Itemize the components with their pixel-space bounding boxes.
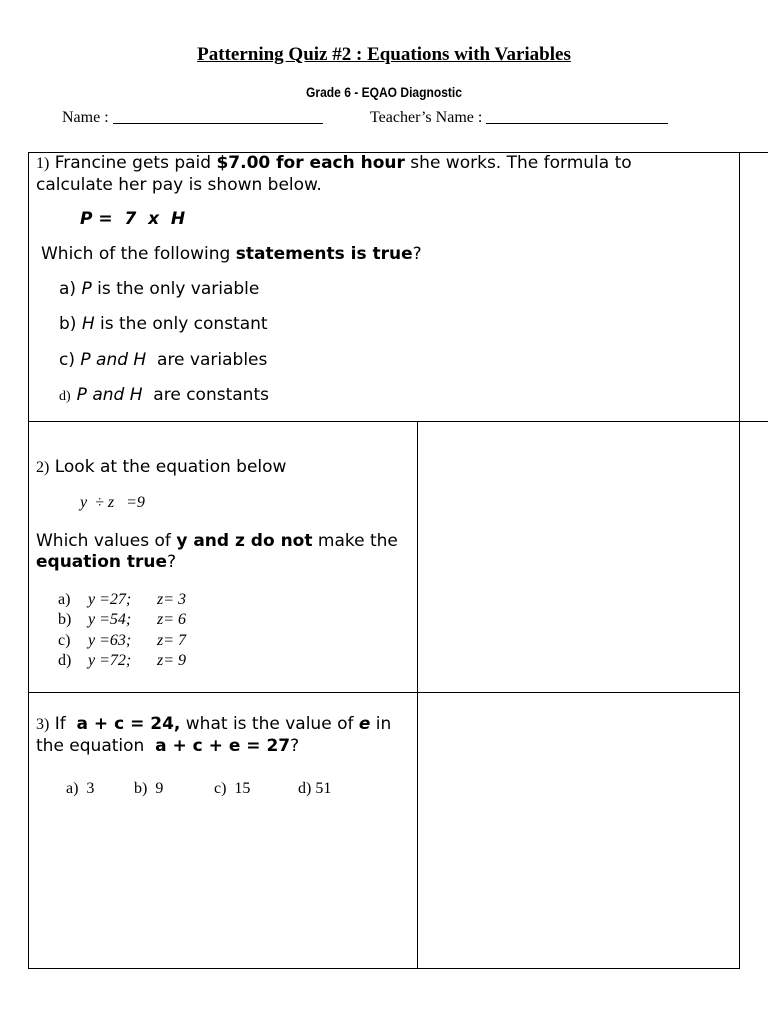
q3-text: If: [49, 714, 77, 734]
q1-prompt-text: Which of the following: [41, 244, 236, 264]
q3-option-b[interactable]: b) 9: [134, 780, 164, 797]
option-z-value: z= 3: [157, 591, 187, 608]
option-z-value: z= 7: [157, 632, 187, 649]
q2-prompt-text: Which values of: [36, 531, 177, 551]
option-variable: P and H: [80, 350, 147, 370]
teacher-name-blank-line[interactable]: [486, 108, 668, 124]
q3-text-2: the equation: [36, 736, 156, 756]
q3-bold-equation-2: a + c + e = 27: [155, 736, 291, 756]
option-variable: P: [81, 279, 92, 299]
q2-prompt-end: ?: [167, 552, 177, 572]
q1-line-2: calculate her pay is shown below.: [36, 175, 322, 195]
q1-number: 1): [36, 155, 50, 172]
q2-prompt-line-1: [36, 531, 398, 551]
option-text: is the only variable: [91, 279, 260, 299]
name-field[interactable]: [62, 108, 323, 127]
q3-option-a[interactable]: a) 3: [66, 780, 95, 797]
option-y-value: y =72;: [88, 652, 132, 669]
q3-bold-equation: a + c = 24,: [76, 714, 181, 734]
q1-bold-pay: $7.00 for each hour: [216, 153, 405, 173]
q3-variable-e: e: [358, 714, 371, 734]
q1-line-1: [36, 153, 632, 173]
row-divider-1: [28, 421, 768, 422]
option-variable: P and H: [76, 385, 143, 405]
q1-text-cont: she works. The formula to: [404, 153, 632, 173]
name-blank-line[interactable]: [113, 108, 323, 124]
page-subtitle: Grade 6 - EQAO Diagnostic: [306, 84, 462, 100]
q1-option-c[interactable]: [59, 350, 267, 370]
option-y-value: y =54;: [88, 611, 132, 628]
table-border-right: [739, 152, 740, 969]
page-title: Patterning Quiz #2 : Equations with Variables: [197, 44, 571, 65]
q3-line-2: [36, 736, 299, 756]
q3-text-2-end: ?: [290, 736, 300, 756]
q2-prompt-bold: y and z do not: [176, 531, 313, 551]
option-label: d): [58, 652, 72, 669]
column-divider: [417, 421, 418, 969]
option-label: a): [59, 279, 82, 299]
q2-prompt-line-2: [36, 552, 176, 572]
q3-text-cont: what is the value of: [180, 714, 359, 734]
option-label: c): [58, 632, 71, 649]
option-variable: H: [81, 314, 95, 334]
q3-number: 3): [36, 716, 50, 733]
q1-option-b[interactable]: [59, 314, 268, 334]
row-divider-2: [28, 692, 740, 693]
option-text: is the only constant: [94, 314, 268, 334]
option-label: a): [58, 591, 71, 608]
teacher-name-field[interactable]: [370, 108, 668, 127]
q1-prompt-end: ?: [412, 244, 422, 264]
q1-option-a[interactable]: [59, 279, 259, 299]
teacher-name-label: Teacher’s Name :: [370, 109, 483, 126]
q1-text: Francine gets paid: [49, 153, 217, 173]
q3-option-d[interactable]: d) 51: [298, 780, 332, 797]
q1-prompt: [41, 244, 422, 264]
option-z-value: z= 9: [157, 652, 187, 669]
option-z-value: z= 6: [157, 611, 187, 628]
q2-line-1: [36, 457, 286, 477]
q2-text: Look at the equation below: [49, 457, 287, 477]
option-text: are constants: [142, 385, 269, 405]
q1-prompt-bold: statements is true: [235, 244, 413, 264]
table-border-left: [28, 152, 29, 969]
option-y-value: y =27;: [88, 591, 132, 608]
q3-line-1: [36, 714, 391, 734]
option-label: c): [59, 350, 81, 370]
option-label: b): [59, 314, 82, 334]
option-y-value: y =63;: [88, 632, 132, 649]
q2-equation: y ÷ z =9: [80, 494, 145, 511]
q2-prompt-cont: make the: [312, 531, 398, 551]
option-label: b): [58, 611, 72, 628]
q1-option-d[interactable]: [59, 385, 269, 405]
name-label: Name :: [62, 109, 109, 126]
table-border-bottom: [28, 968, 740, 969]
option-label: d): [59, 389, 71, 404]
q3-option-c[interactable]: c) 15: [214, 780, 251, 797]
q2-prompt-bold-2: equation true: [36, 552, 168, 572]
q1-formula: P = 7 x H: [80, 209, 186, 229]
q3-text-end: in: [370, 714, 392, 734]
q2-number: 2): [36, 459, 50, 476]
option-text: are variables: [146, 350, 268, 370]
